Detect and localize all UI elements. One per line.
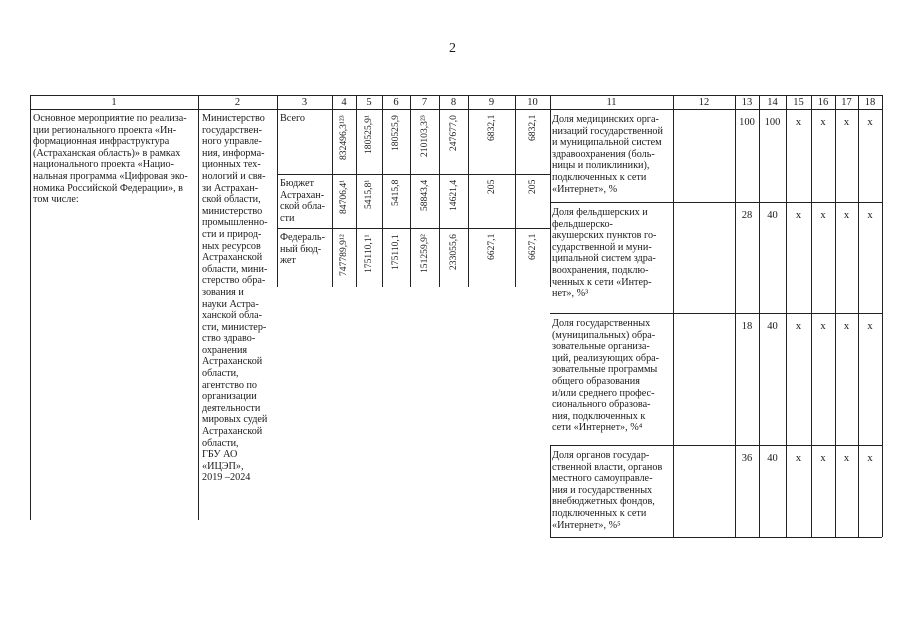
funding-value: 14621,4 [447, 180, 459, 212]
funding-value: 58843,4 [418, 180, 430, 212]
header-cell-5: 5 [366, 97, 372, 108]
funding-source: Всего [280, 113, 305, 124]
col1-event-name: Основное мероприятие по реализа- ции регионального проекта «Ин- формационная инфраструктура (Астраханская область)» в рамках национального проекта «Нацио- нальная программа «Цифровая эко- номика Российской Федерации», в том числе: [33, 113, 188, 206]
header-cell-9: 9 [488, 97, 495, 108]
column-border-9 [515, 95, 516, 287]
indicator-c16: х [820, 321, 826, 332]
funding-value: 205 [485, 180, 497, 195]
header-bottom-border [30, 109, 882, 110]
indicator-c16: х [820, 117, 826, 128]
indicator-c14: 40 [767, 453, 778, 464]
funding-source: Федераль- ный бюд- жет [280, 232, 325, 267]
header-cell-13: 13 [741, 97, 753, 108]
indicator-row-border-3 [550, 445, 882, 446]
funding-value: 205 [526, 180, 538, 195]
indicator-c16: х [820, 210, 826, 221]
indicator-c15: х [795, 210, 802, 221]
funding-value: 5415,8 [390, 180, 401, 207]
funding-value: 6832,1 [526, 115, 538, 142]
indicator-last-border-10 [550, 445, 551, 537]
funding-value: 5415,8¹ [363, 180, 374, 210]
funding-value: 6832,1 [485, 115, 497, 142]
funding-value: 210103,3²³ [418, 115, 430, 157]
indicator-c13: 18 [741, 321, 753, 332]
header-cell-8: 8 [450, 97, 457, 108]
funding-value: 747789,9¹² [338, 234, 349, 276]
indicator-c13: 100 [739, 117, 755, 128]
indicator-c17: х [843, 117, 850, 128]
header-cell-14: 14 [767, 97, 778, 108]
indicator-name: Доля медицинских орга- низаций государственной и муниципальной систем здравоохранения (боль- ницы и поликлиники), подключенных к сети «Интернет», % [552, 114, 663, 195]
header-cell-11: 11 [606, 97, 617, 108]
indicator-c13: 36 [741, 453, 753, 464]
column-border-0 [30, 95, 31, 520]
funding-value: 151259,9² [418, 234, 430, 273]
indicator-c14: 40 [767, 210, 778, 221]
column-border-8 [468, 95, 469, 287]
column-border-4 [356, 95, 357, 287]
indicator-c18: х [867, 117, 873, 128]
column-border-5 [382, 95, 383, 287]
indicator-name: Доля органов государ- ственной власти, органов местного самоуправле- ния и государственных внебюджетных фондов, подключенных к сети «Интернет», %⁵ [552, 450, 663, 531]
header-cell-17: 17 [841, 97, 852, 108]
header-cell-12: 12 [698, 97, 710, 108]
indicator-c18: х [867, 321, 873, 332]
indicator-name: Доля государственных (муниципальных) обра- зовательные организа- ций, реализующих обра- зовательные программы общего образования и/или среднего профес- сионального образова- ния, подключенных к сети «Интернет», %⁴ [552, 318, 660, 434]
funding-value: 247677,0 [447, 115, 459, 151]
indicator-c16: х [820, 453, 826, 464]
header-cell-7: 7 [421, 97, 428, 108]
funding-value: 180525,9 [390, 115, 401, 151]
indicator-last-border-18 [882, 445, 883, 537]
funding-value: 6627,1 [526, 234, 538, 261]
indicator-c14: 100 [764, 117, 781, 128]
indicator-last-border-11 [673, 445, 674, 537]
header-cell-10: 10 [527, 97, 538, 108]
col2-executors: Министерство государствен- ного управле- ния, информа- ционных тех- нологий и свя- зи Астрахан- ской области, министерство промышленно- сти и природ- ных ресурсов Астраханской области, мини- стерство обра- зования и науки Астра- ханской обла- сти, министер- ство здраво- охранения Астраханской области, агентство по организации деятельности мировых судей Астраханской области, ГБУ АО «ИЦЭП», 2019 –2024 [202, 113, 268, 484]
indicator-c17: х [843, 210, 850, 221]
indicator-c13: 28 [741, 210, 753, 221]
indicator-c18: х [867, 453, 873, 464]
indicator-row-border-1 [550, 202, 882, 203]
indicator-c15: х [795, 321, 802, 332]
column-border-3 [332, 95, 333, 287]
header-cell-16: 16 [817, 97, 829, 108]
page-number: 2 [449, 41, 456, 56]
funding-value: 832496,3¹²³ [338, 115, 349, 160]
indicator-c15: х [795, 117, 802, 128]
funding-value: 180525,9¹ [363, 115, 374, 154]
header-cell-3: 3 [301, 97, 308, 108]
funding-row-border-1 [277, 174, 550, 175]
header-cell-2: 2 [234, 97, 241, 108]
header-cell-4: 4 [341, 97, 347, 108]
header-cell-1: 1 [111, 97, 117, 108]
funding-row-border-2 [277, 228, 550, 229]
column-border-7 [439, 95, 440, 287]
column-border-2 [277, 95, 278, 287]
column-border-1 [198, 95, 199, 520]
indicator-name: Доля фельдшерских и фельдшерско- акушерских пунктов го- сударственной и муни- ципальной систем здра- воохранения, подклю- ченных к сети «Интер- нет», %³ [552, 207, 657, 300]
indicator-c14: 40 [767, 321, 778, 332]
funding-value: 233055,6 [447, 234, 459, 270]
table-top-border [30, 95, 882, 96]
funding-value: 175110,1¹ [363, 234, 374, 273]
indicator-c18: х [867, 210, 873, 221]
header-cell-15: 15 [793, 97, 804, 108]
header-cell-6: 6 [393, 97, 399, 108]
indicator-row-border-2 [550, 313, 882, 314]
indicator-c17: х [843, 321, 850, 332]
column-border-10 [550, 95, 551, 287]
funding-value: 84706,4¹ [338, 180, 349, 215]
funding-value: 6627,1 [485, 234, 497, 261]
indicators-bottom-border [550, 537, 882, 538]
header-cell-18: 18 [864, 97, 876, 108]
funding-source: Бюджет Астрахан- ской обла- сти [280, 178, 326, 224]
funding-value: 175110,1 [390, 234, 401, 270]
column-border-6 [410, 95, 411, 287]
indicator-c15: х [795, 453, 802, 464]
indicator-c17: х [843, 453, 850, 464]
